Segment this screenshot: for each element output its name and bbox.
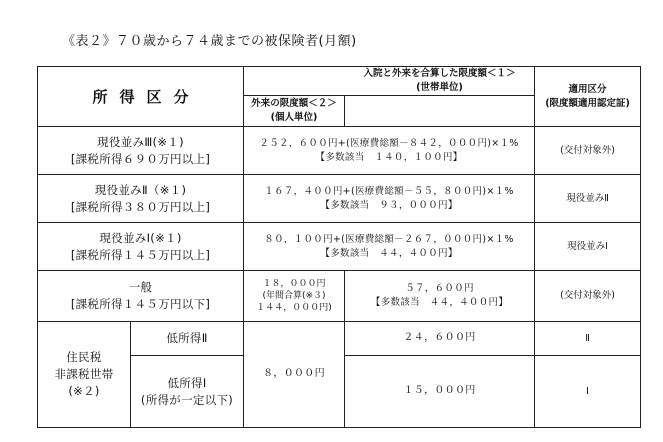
combined-limit-amount: ５７，６００円 bbox=[405, 283, 474, 295]
income-category-name: 現役並みⅡ（※１) bbox=[94, 182, 187, 197]
cost-limit-table bbox=[37, 66, 641, 428]
income-category-name: 現役並みⅠ(※１) bbox=[99, 230, 182, 245]
income-category bbox=[38, 271, 244, 322]
header-applicable-class-cert: (限度額適用認定証) bbox=[545, 97, 630, 109]
limit-formula bbox=[244, 127, 535, 175]
income-category bbox=[38, 223, 244, 271]
limit-formula bbox=[244, 223, 535, 271]
income-category bbox=[131, 356, 244, 428]
outpatient-limit-amount: ８，０００円 bbox=[244, 322, 345, 428]
income-category-name: 低所得Ⅱ bbox=[131, 322, 244, 356]
applicable-class: Ⅰ bbox=[535, 356, 641, 428]
limit-formula-text: ８０，１００円+(医療費総額－２６７，０００円)×１% bbox=[264, 233, 514, 245]
outpatient-annual-amount: １４４，０００円) bbox=[256, 303, 332, 314]
combined-limit bbox=[345, 271, 535, 322]
income-category-name: 低所得Ⅰ bbox=[167, 375, 207, 390]
income-category-threshold: [課税所得３８０万円以上] bbox=[70, 199, 211, 214]
header-applicable-class bbox=[535, 67, 641, 127]
header-applicable-class-label: 適用区分 bbox=[568, 83, 607, 95]
combined-limit-amount: ２４，６００円 bbox=[345, 322, 535, 356]
table-row bbox=[38, 322, 641, 356]
header-income-class bbox=[38, 67, 244, 127]
limit-formula-text: １６７，４００円+(医療費総額－５５，８００円)×１% bbox=[264, 185, 514, 197]
limit-formula-text: ２５２，６００円+(医療費総額－８４２，０００円)×１% bbox=[259, 137, 519, 149]
header-outpatient-limit-unit: (個人単位) bbox=[270, 112, 318, 123]
limit-multiple-count: 【多数該当 ４４，４００円】 bbox=[320, 247, 458, 259]
header-combined-limit-label: 入院と外来を合算した限度額＜１＞ bbox=[363, 68, 516, 80]
outpatient-limit-amount: １８，０００円 bbox=[262, 278, 326, 289]
header-combined-limit-spacer bbox=[345, 96, 535, 127]
combined-limit-amount: １５，０００円 bbox=[345, 356, 535, 428]
income-category-threshold: [課税所得６９０万円以上] bbox=[70, 151, 211, 166]
applicable-class: (交付対象外) bbox=[535, 127, 641, 175]
table-title: 《表２》７０歳から７４歳までの被保険者(月額) bbox=[62, 34, 357, 49]
header-income-class-label: 所得区分 bbox=[92, 87, 201, 106]
income-category bbox=[38, 127, 244, 175]
applicable-class: (交付対象外) bbox=[535, 271, 641, 322]
tax-exempt-label-2: 非課税世帯 bbox=[54, 367, 114, 382]
applicable-class: 現役並みⅡ bbox=[535, 175, 641, 223]
income-category-threshold: [課税所得１４５万円以上] bbox=[70, 247, 211, 262]
limit-multiple-count: 【多数該当 ９３，０００円】 bbox=[320, 199, 458, 211]
header-outpatient-limit-label: 外来の限度額＜２＞ bbox=[251, 98, 337, 110]
limit-multiple-count: 【多数該当 １４０，１００円】 bbox=[315, 151, 463, 163]
income-category bbox=[38, 175, 244, 223]
income-category-threshold: [課税所得１４５万円以下] bbox=[70, 297, 211, 311]
limit-formula bbox=[244, 175, 535, 223]
tax-exempt-note: (※２) bbox=[68, 383, 100, 398]
table-row bbox=[38, 271, 641, 322]
applicable-class: Ⅱ bbox=[535, 322, 641, 356]
income-category-threshold: (所得が一定以下) bbox=[140, 392, 234, 407]
outpatient-annual-note: (年間合算(※３) bbox=[262, 290, 326, 301]
header-combined-limit-unit: (世帯単位) bbox=[416, 82, 463, 93]
table-row bbox=[38, 175, 641, 223]
limit-multiple-count: 【多数該当 ４４，４００円】 bbox=[370, 297, 509, 308]
outpatient-limit bbox=[244, 271, 345, 322]
table-row bbox=[38, 127, 641, 175]
income-category-name: 一般 bbox=[128, 280, 153, 295]
header-outpatient-limit bbox=[244, 96, 345, 127]
tax-exempt-label-1: 住民税 bbox=[66, 350, 102, 365]
table-row bbox=[38, 223, 641, 271]
income-category-name: 現役並みⅢ(※１) bbox=[97, 134, 184, 149]
header-combined-limit bbox=[244, 67, 535, 96]
applicable-class: 現役並みⅠ bbox=[535, 223, 641, 271]
tax-exempt-household bbox=[38, 322, 131, 428]
